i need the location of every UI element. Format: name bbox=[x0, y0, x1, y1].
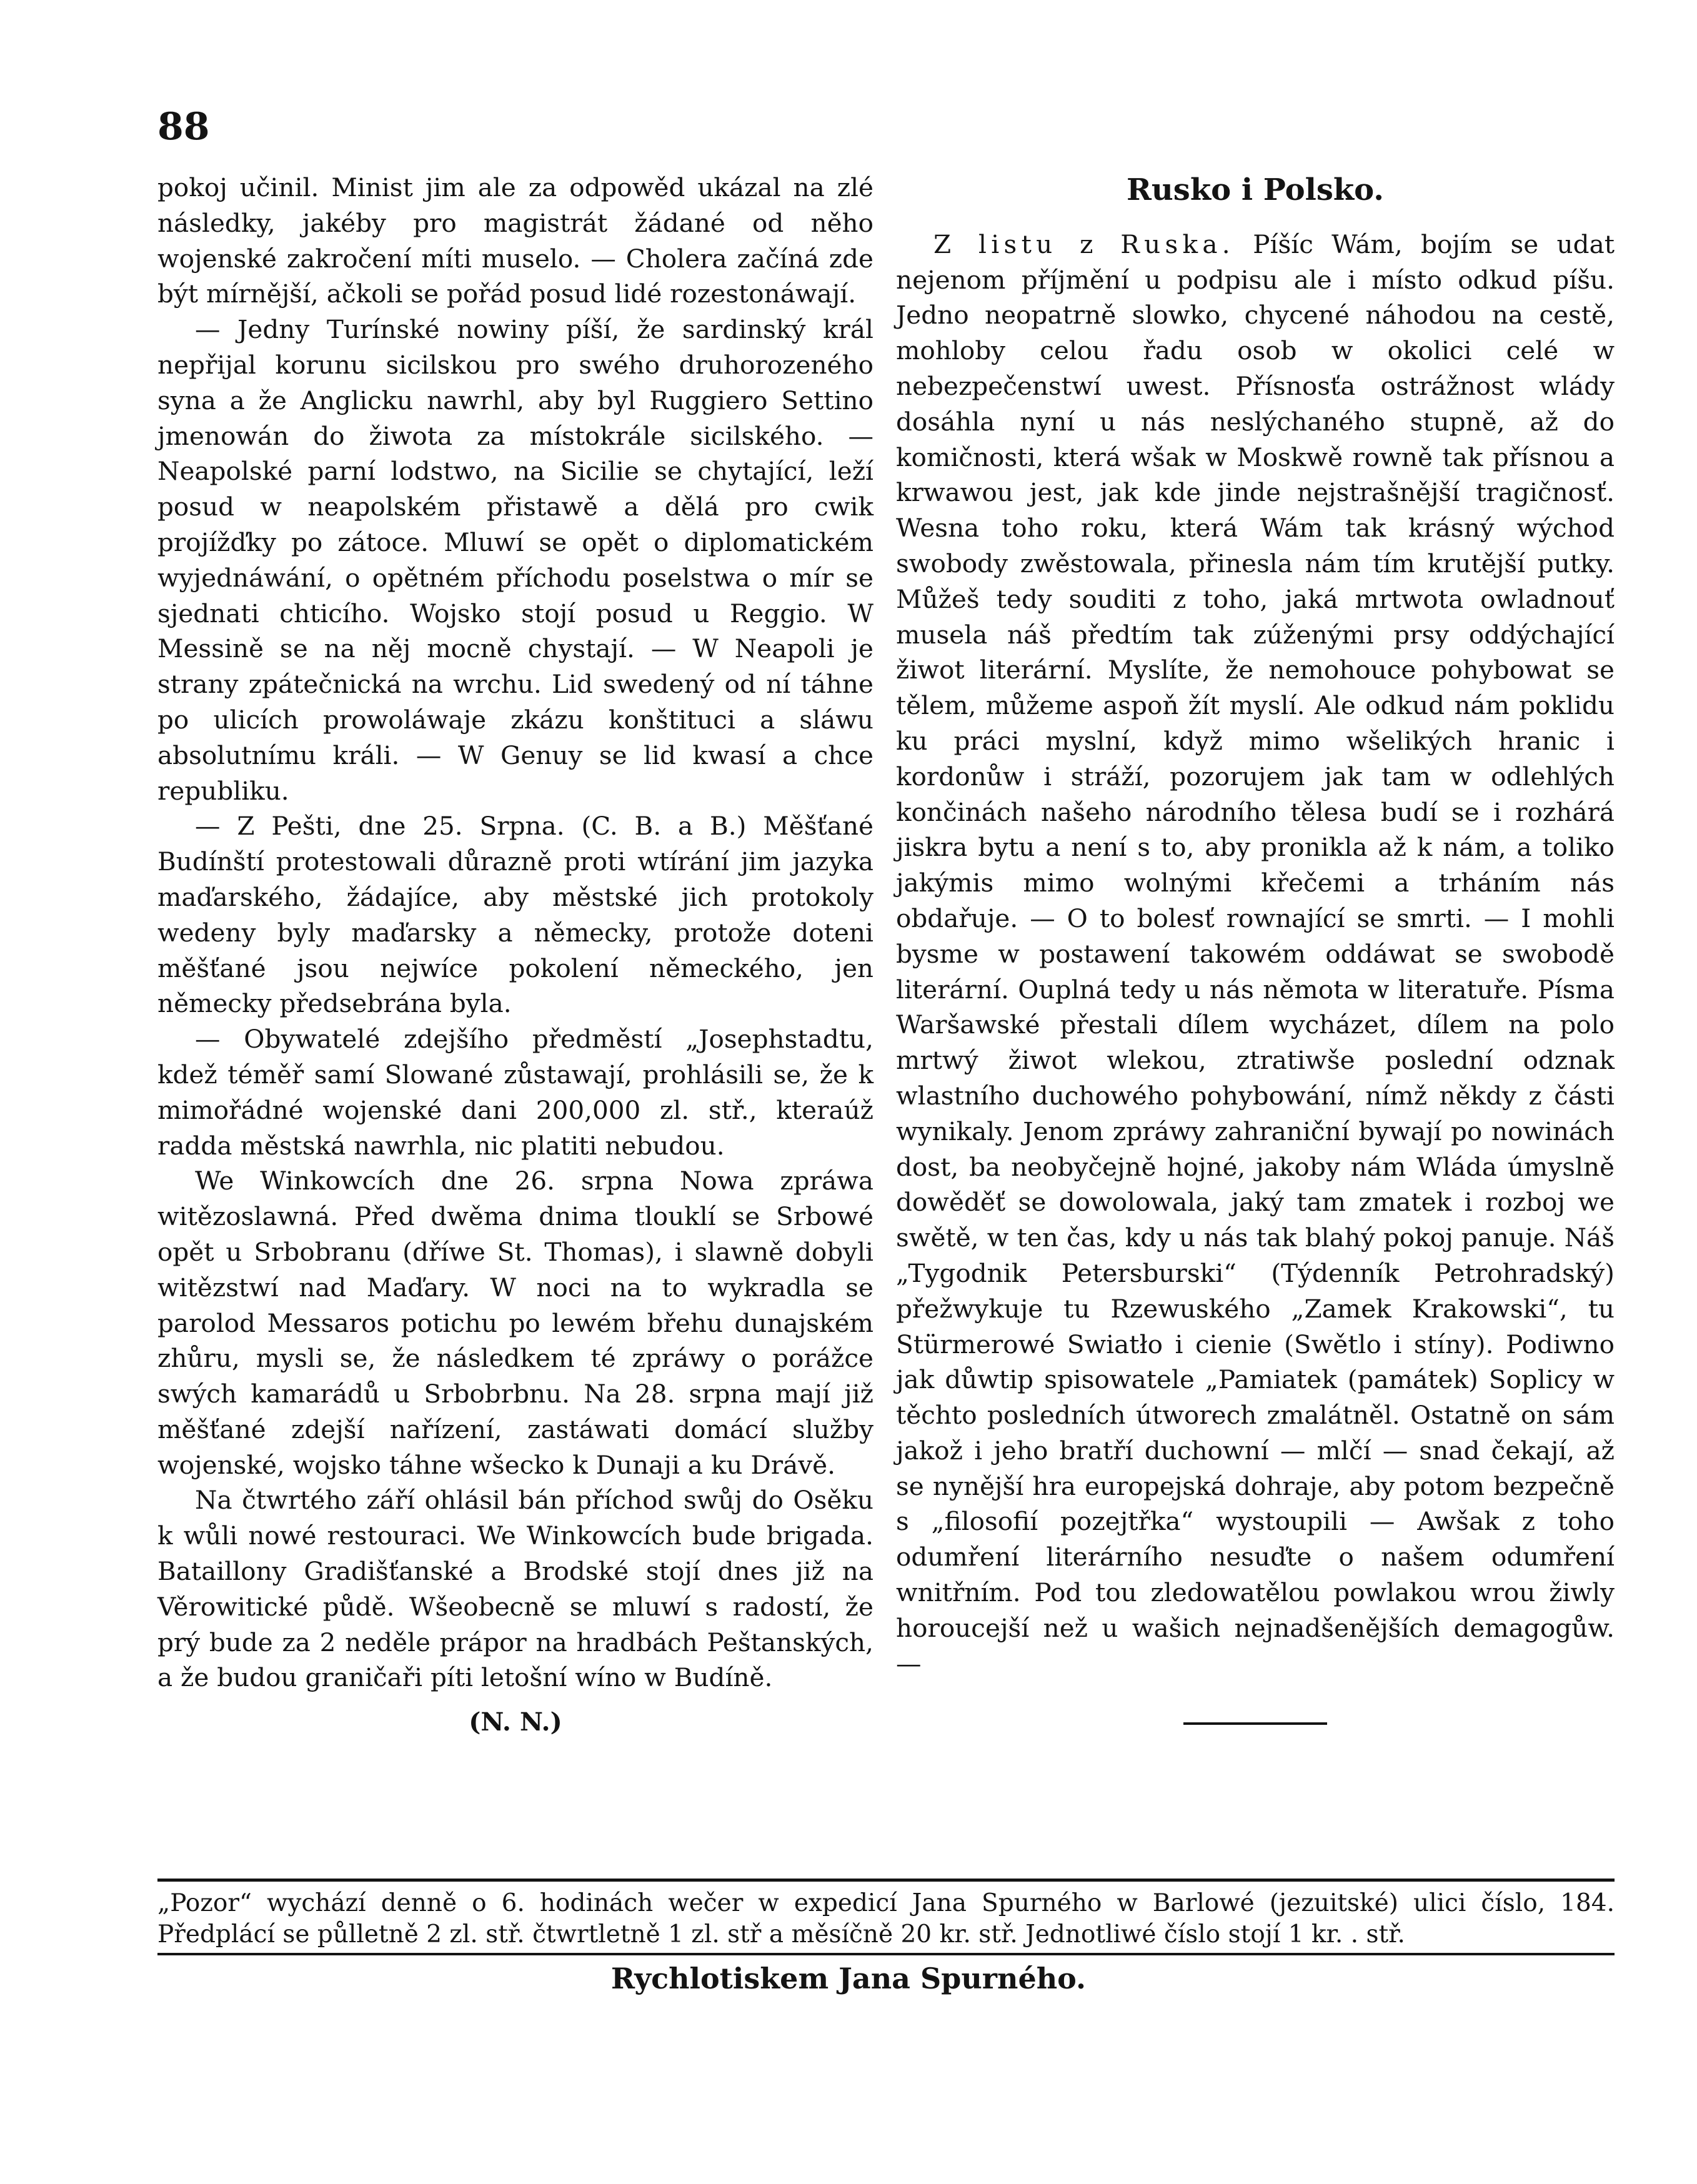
article-body-text: Píšíc Wám, bojím se udat nejenom příjmění u podpisu ale i místo odkud píšu. Jedno neopatrně slowko, chycené náhodou na cestě, mohloby celou řadu osob w okolici celé w nebezpečenstwí uwest. Přísnosťa ostrážnost wlády dosáhla nyní u nás neslýchaného stupně, až do komičnosti, která wšak w Moskwě rowně tak přísnou a krwawou jest, jak kde jinde nejstrašnější tragičnosť. Wesna toho roku, která Wám tak krásný wýchod swobody zwěstowala, přinesla nám tím krutější putky. Můžeš tedy souditi z toho, jaká mrtwota owladnouť musela náš předtím tak zúženými prsy oddýchající žiwot literární. Myslíte, že nemohouce pohybowat se tělem, můžeme aspoň žít myslí. Ale odkud nám poklidu ku práci myslní, když mimo wšelikých hranic i kordonůw i stráží, pozorujem jak tam w odlehlých končinách našeho národního tělesa budí se i rozhárá jiskra bytu a není s to, aby pronikla až k nám, a toliko jakýmis mimo wolnými křečemi a trháním nás obdařuje. — O to bolesť rownající se smrti. — I mohli bysme w postawení takowém oddáwat se swobodě literární. Ouplná tedy u nás němota w literatuře. Písma Waršawské přestali dílem wycházet, dílem na polo mrtwý žiwot wlekou, ztratiwše poslední odznak wlastního duchowého pohybowání, nímž někdy z části wynikaly. Jenom zpráwy zahraniční bywají po nowinách dost, ba neobyčejně hojné, jakoby nám Wláda úmyslně dowěděť se dowolowala, jaký tam zmatek i rozboj we swětě, w ten čas, kdy u nás tak blahý pokoj panuje. Náš „Tygodnik Petersburski“ (Týdenník Petrohradský) přežwykuje tu Rzewuského „Zamek Krakowski“, tu Stürmerowé Swiatło i cienie (Swětlo i stíny). Podiwno jak důwtip spisowatele „Pamiatek (památek) Soplicy w těchto posledních útworech zmalátněl. Ostatně on sám jakož i jeho bratří duchowní — mlčí — snad čekají, až se nynější hra europejská dohraje, aby potom bezpečně s „filosofií pozejtřka“ wystoupili — Awšak z toho odumření literárního nesuďte o našem odumření wnitřním. Pod tou zledowatělou powlakou wrou žiwly horoucejší než u wašich nejnadšenějších demagogůw. — bbox=[896, 229, 1615, 1679]
subscription-notice: „Pozor“ wychází denně o 6. hodinách wečer w expedicí Jana Spurného w Barlowé (jezuitské) ulici číslo, 184. Předplácí se půlletně 2 zl. stř. čtwrtletně 1 zl. stř a měsíčně 20 kr. stř. Jednotliwé číslo stojí 1 kr. . stř. bbox=[157, 1889, 1615, 1948]
right-column bbox=[896, 170, 1615, 1725]
article-paragraph: — Z Pešti, dne 25. Srpna. (C. B. a B.) Měšťané Budínští protestowali důrazně proti wtírání jim jazyka maďarského, žádajíce, aby městské jich protokoly wedeny byly maďarsky a německy, protože doteni měšťané jsou nejwíce pokolení německého, jen německy předsebrána byla. bbox=[157, 811, 873, 1019]
article-signature: (N. N.) bbox=[469, 1707, 562, 1737]
printer-imprint: Rychlotiskem Jana Spurného. bbox=[610, 1962, 1087, 1995]
left-column bbox=[157, 170, 873, 1740]
footer-rule-top bbox=[157, 1879, 1615, 1882]
article-paragraph: — Obywatelé zdejšího předměstí „Josephstadtu, kdež téměř samí Slowané zůstawají, prohlásili se, že k mimořádné wojenské dani 200,000 zl. stř., kteraúž radda městská nawrhla, nic platiti nebudou. bbox=[157, 1024, 873, 1161]
article-paragraph: pokoj učinil. Minist jim ale za odpowěd ukázal na zlé následky, jakéby pro magistrát žádané od něho wojenské zakročení míti muselo. — Cholera začíná zde být mírnější, ačkoli se pořád posud lidé rozestonáwají. bbox=[157, 172, 873, 309]
article-paragraph: We Winkowcích dne 26. srpna Nowa zpráwa witězoslawná. Před dwěma dnima tlouklí se Srbowé opět u Srbobranu (dříwe St. Thomas), i slawně dobyli witězstwí nad Maďary. W noci na to wykradla se parolod Messaros potichu po lewém břehu dunajském zhůru, mysli se, že následkem té zpráwy o porážce swých kamarádů u Srbobrbnu. Na 28. srpna mají již měšťané zdejší nařízení, zastáwati domácí služby wojenské, wojsko táhne wšecko k Dunaji a ku Drávě. bbox=[157, 1166, 873, 1480]
footer-rule-bottom bbox=[157, 1953, 1615, 1955]
article-title: Rusko i Polsko. bbox=[1127, 172, 1384, 207]
article-lead: Z listu z Ruska. bbox=[933, 229, 1235, 259]
page-number: 88 bbox=[157, 105, 210, 149]
end-rule bbox=[1183, 1722, 1327, 1725]
article-paragraph bbox=[896, 227, 1615, 1682]
article-paragraph: — Jedny Turínské nowiny píší, že sardinský král nepřijal korunu sicilskou pro swého druhorozeného syna a že Anglicku nawrhl, aby byl Ruggiero Settino jmenowán do žiwota za místokrále sicilského. — Neapolské parní lodstwo, na Sicilie se chytající, leží posud w neapolském přistawě a dělá pro cwik projížďky po zátoce. Mluwí se opět o diplomatickém wyjednáwání, o opětném příchodu poselstwa o mír se sjednati chticího. Wojsko stojí posud u Reggio. W Messině se na něj mocně chystají. — W Neapoli je strany zpátečnická na wrchu. Lid swedený od ní táhne po ulicích prowoláwaje zkázu konštituci a sláwu absolutnímu králi. — W Genuy se lid kwasí a chce republiku. bbox=[157, 314, 873, 806]
article-paragraph: Na čtwrtého září ohlásil bán příchod swůj do Osěku k wůli nowé restouraci. We Winkowcích bude brigada. Bataillony Gradišťanské a Brodské stojí dnes již na Věrowitické půdě. Wšeobecně se mluwí s radostí, že prý bude za 2 neděle prápor na hradbách Peštanských, a že budou graničaři píti letošní wíno w Budíně. bbox=[157, 1485, 873, 1693]
